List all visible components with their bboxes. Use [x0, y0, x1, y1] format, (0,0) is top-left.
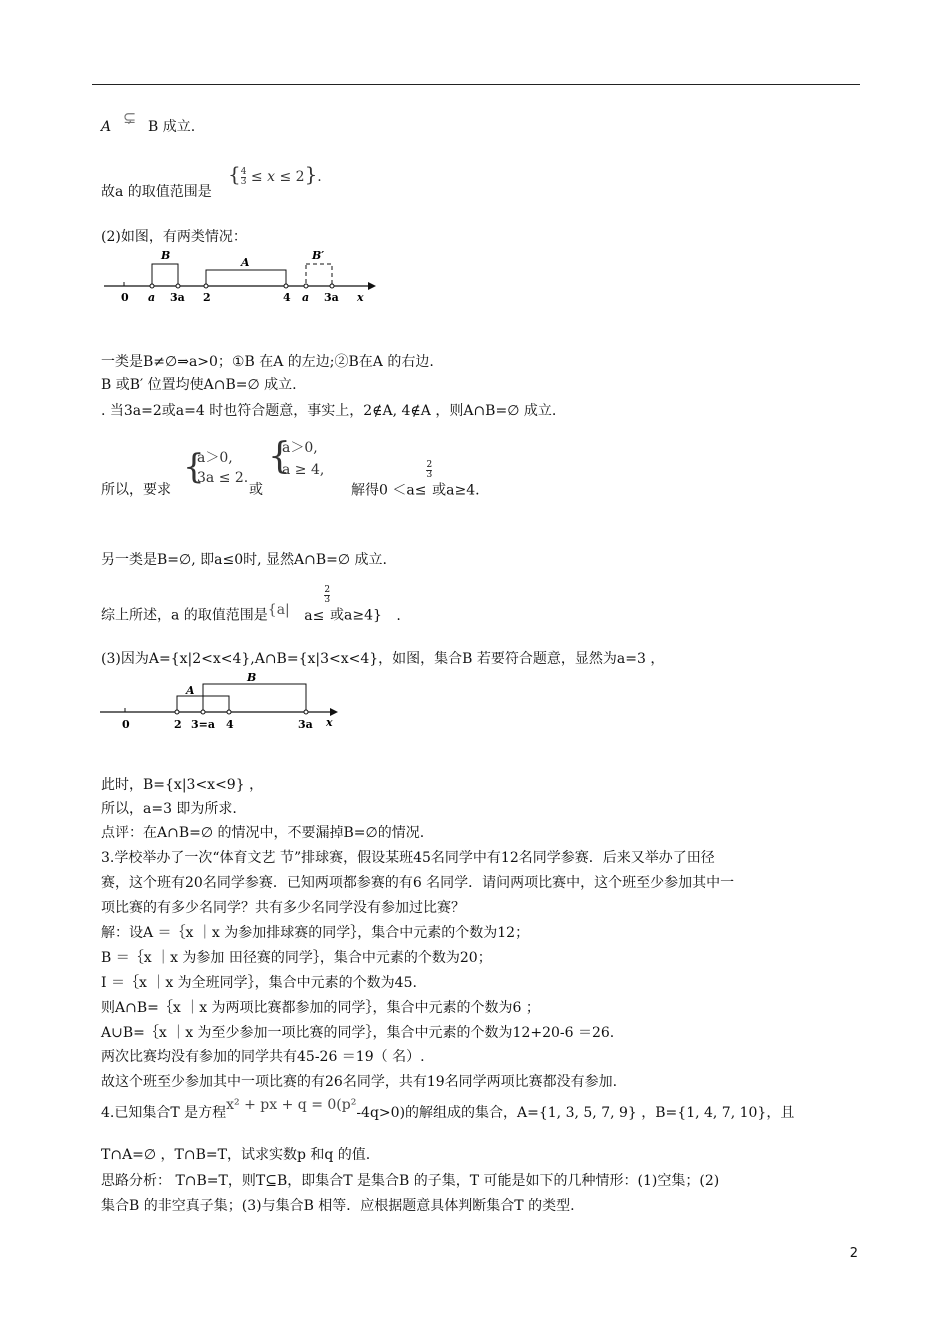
solution-line-1: 解：设A ＝｛x ｜x 为参加排球赛的同学｝，集合中元素的个数为12；: [101, 925, 530, 941]
line-11: 此时，B={x|3<x<9} ，: [101, 777, 264, 793]
fig1-tick: x: [357, 291, 364, 304]
fig1-tick: a: [148, 291, 156, 304]
fig1-label-B: B: [161, 249, 171, 262]
fig2-tick: 3a: [298, 718, 313, 731]
fig1-tick: 3a: [170, 291, 185, 304]
system-2: { a＞0, a ≥ 4,: [268, 436, 325, 478]
fig2-label-A: A: [186, 684, 195, 697]
solution-line-5: A∪B=｛x ｜x 为至少参加一项比赛的同学｝，集合中元素的个数为12+20-6 ＝26.: [101, 1025, 615, 1041]
boundary-line: . 当3a=2或a=4 时也符合题意，事实上，2∉A, 4∉A ，则A∩B=∅ 成立.: [101, 403, 557, 419]
problem3-line-1: 3.学校举办了一次“体育文艺 节”排球赛，假设某班45名同学中有12名同学参赛．后来又举办了田径: [101, 850, 715, 866]
solution-line-7: 故这个班至少参加其中一项比赛的有26名同学，共有19名同学两项比赛都没有参加.: [101, 1074, 618, 1090]
line-12: 所以，a=3 即为所求.: [101, 801, 237, 817]
range-set-1: { $\frac{4}{3}$ ≤ x ≤ 2}.: [228, 162, 322, 187]
problem4-line-1: 4.已知集合T 是方程x² + px + q = 0(p²-4q>0)的解组成的集合，A={1, 3, 5, 7, 9} ，B={1, 4, 7, 10}，且: [101, 1097, 795, 1121]
fig1-tick: 3a: [324, 291, 339, 304]
fig2-tick: 4: [226, 718, 234, 731]
range-line-1: 故a 的取值范围是: [101, 184, 212, 200]
fig1-tick: 4: [283, 291, 291, 304]
fig2-tick: 3=a: [191, 718, 215, 731]
header-rule: [92, 84, 860, 85]
solution-line-3: I ＝｛x ｜x 为全班同学｝，集合中元素的个数为45.: [101, 975, 417, 991]
number-line-figure-2: [98, 667, 348, 733]
fig2-tick: x: [326, 716, 333, 729]
solution-line-4: 则A∩B=｛x ｜x 为两项比赛都参加的同学｝，集合中元素的个数为6 ；: [101, 1000, 540, 1016]
solution-line-6: 两次比赛均没有参加的同学共有45-26 ＝19（ 名）.: [101, 1049, 425, 1065]
page-number: 2: [849, 1246, 858, 1261]
comment-line: 点评：在A∩B=∅ 的情况中，不要漏掉B=∅的情况.: [101, 825, 425, 841]
solution-line-2: B ＝｛x ｜x 为参加 田径赛的同学｝，集合中元素的个数为20；: [101, 950, 492, 966]
position-line: B 或B′ 位置均使A∩B=∅ 成立.: [101, 377, 297, 393]
fig2-tick: 0: [122, 718, 130, 731]
system-1: { a＞0, 3a ≤ 2.: [183, 447, 249, 487]
part3-line: (3)因为A={x|2<x<4},A∩B={x|3<x<4}，如图，集合B 若要符合题意，显然为a=3 ，: [101, 651, 665, 667]
fig1-tick: 0: [121, 291, 129, 304]
analysis-line-1: 思路分析： T∩B=T，则T⊆B，即集合T 是集合B 的子集，T 可能是如下的几种情形：(1)空集；(2): [101, 1173, 720, 1189]
fig1-tick: a: [302, 291, 310, 304]
conclusion-line: 综上所述，a 的取值范围是{a| a≤ $\frac{2}{3}$ 或a≥4} .: [101, 585, 401, 624]
line-subset: A ⊊ B 成立.: [101, 108, 196, 135]
number-line-figure-1: [100, 242, 390, 306]
empty-case-line: 另一类是B=∅, 即a≤0时, 显然A∩B=∅ 成立.: [101, 552, 387, 568]
fig2-tick: 2: [174, 718, 182, 731]
fig2-label-B: B: [247, 671, 257, 684]
or-word: 或: [249, 482, 263, 498]
solution-line: 解得0 ＜a≤ $\frac{2}{3}$ 或a≥4.: [351, 460, 480, 499]
fig1-label-A: A: [241, 256, 250, 269]
proper-subset-icon: ⊊: [122, 108, 137, 127]
problem3-line-3: 项比赛的有多少名同学？共有多少名同学没有参加过比赛？: [101, 900, 465, 916]
fig1-label-Bprime: B′: [312, 249, 325, 262]
problem4-line-2: T∩A=∅ ，T∩B=T，试求实数p 和q 的值.: [101, 1147, 371, 1163]
case2-heading: (2)如图，有两类情况：: [101, 229, 247, 245]
fig1-tick: 2: [203, 291, 211, 304]
so-required-label: 所以，要求: [101, 482, 171, 498]
problem3-line-2: 赛，这个班有20名同学参赛．已知两项都参赛的有6 名同学．请问两项比赛中，这个班至少参加其中一: [101, 875, 735, 891]
analysis-line-2: 集合B 的非空真子集；(3)与集合B 相等．应根据题意具体判断集合T 的类型.: [101, 1198, 575, 1214]
case-one-line: 一类是B≠∅⇒a>0；①B 在A 的左边;②B在A 的右边.: [101, 354, 434, 370]
